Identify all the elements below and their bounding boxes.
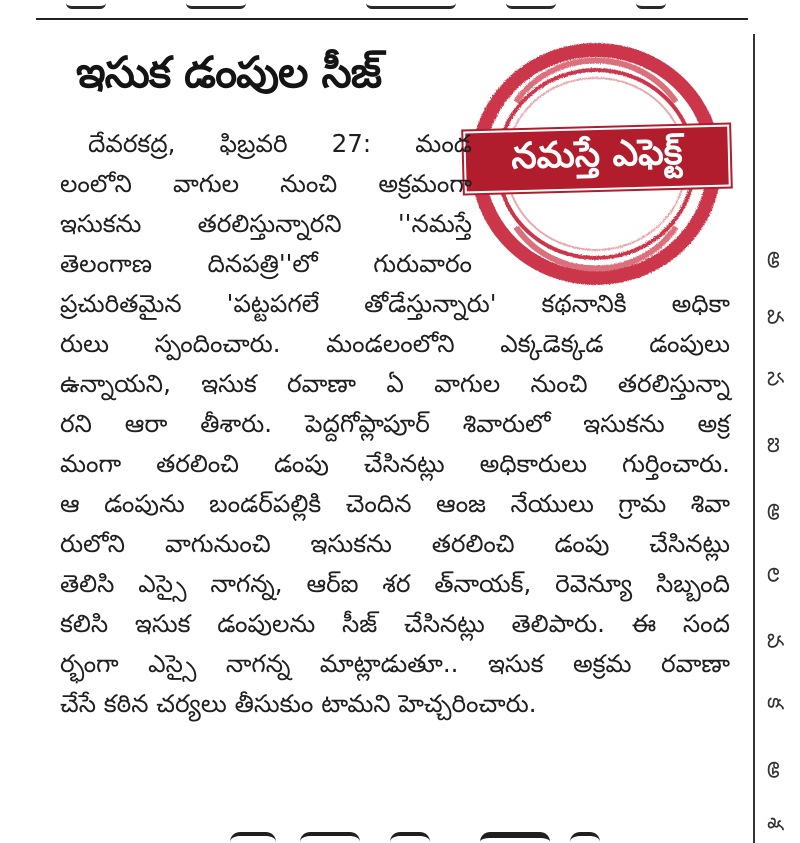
- article-line: ప్రచురితమైన 'పట్టపగలే తోడేస్తున్నారు' కథనానికి అధికా: [60, 289, 730, 318]
- article-line: ఉన్నాయని, ఇసుక రవాణా ఏ వాగుల నుంచి తరలిస్తున్నా: [60, 369, 730, 398]
- article-line: రని ఆరా తీశారు. పెద్దగోప్లాపూర్ శివారులో ఇసుకను అక్ర: [60, 409, 730, 438]
- top-rule: [36, 18, 748, 20]
- article-headline: ఇసుక డంపుల సీజ్: [76, 48, 382, 98]
- adjacent-column-glyph: స: [762, 371, 787, 387]
- article-line: రులు స్పందించారు. మండలంలోని ఎక్కడెక్కడ డంపులు: [60, 329, 730, 358]
- adjacent-column-glyph: అ: [762, 503, 787, 521]
- adjacent-column: [760, 240, 800, 843]
- top-text-fragment: [36, 0, 756, 14]
- stamp-label-text: నమస్తే ఎఫెక్ట్: [510, 131, 683, 178]
- adjacent-column-glyph: ఐ: [762, 437, 787, 453]
- column-rule: [753, 34, 755, 843]
- adjacent-column-glyph: వ: [762, 309, 787, 325]
- article-line: ఇసుకను తరలిస్తున్నారని ''నమస్తే: [60, 209, 472, 238]
- article-line: తెలిసి ఎస్సై నాగన్న, ఆర్ఐ శర త్‌నాయక్, రెవెన్యూ సిబ్బంది: [60, 569, 730, 598]
- adjacent-column-glyph: క: [762, 697, 787, 709]
- article-line: కలిసి ఇసుక డంపులను సీజ్ చేసినట్లు తెలిపారు. ఈ సంద: [60, 609, 730, 638]
- adjacent-column-glyph: అ: [762, 251, 787, 269]
- next-headline-fragment: [230, 828, 610, 843]
- adjacent-column-glyph: ల: [762, 567, 787, 583]
- adjacent-column-glyph: వ: [762, 633, 787, 649]
- adjacent-column-glyph: అ: [762, 761, 787, 779]
- adjacent-column-glyph: శ: [762, 817, 787, 830]
- article-line: తెలంగాణ దినపత్రి''లో గురువారం: [60, 249, 472, 278]
- article-line: రులోని వాగునుంచి ఇసుకను తరలించి డంపు చేసినట్లు: [60, 529, 730, 558]
- article-line: ఆ డంపును బండర్‌పల్లికి చెందిన ఆంజ నేయులు గ్రామ శివా: [60, 489, 730, 518]
- article-body: [60, 124, 730, 724]
- article-line: దేవరకద్ర, ఫిబ్రవరి 27: మండ: [88, 129, 472, 158]
- article-line: చేసే కఠిన చర్యలు తీసుకుం టామని హెచ్చరించారు.: [60, 689, 537, 718]
- article-line: లంలోని వాగుల నుంచి అక్రమంగా: [60, 169, 472, 198]
- article-line: మంగా తరలించి డంపు చేసినట్లు అధికారులు గుర్తించారు.: [60, 449, 730, 478]
- article-line: ర్భంగా ఎస్సై నాగన్న మాట్లాడుతూ.. ఇసుక అక్రమ రవాణా: [60, 649, 730, 678]
